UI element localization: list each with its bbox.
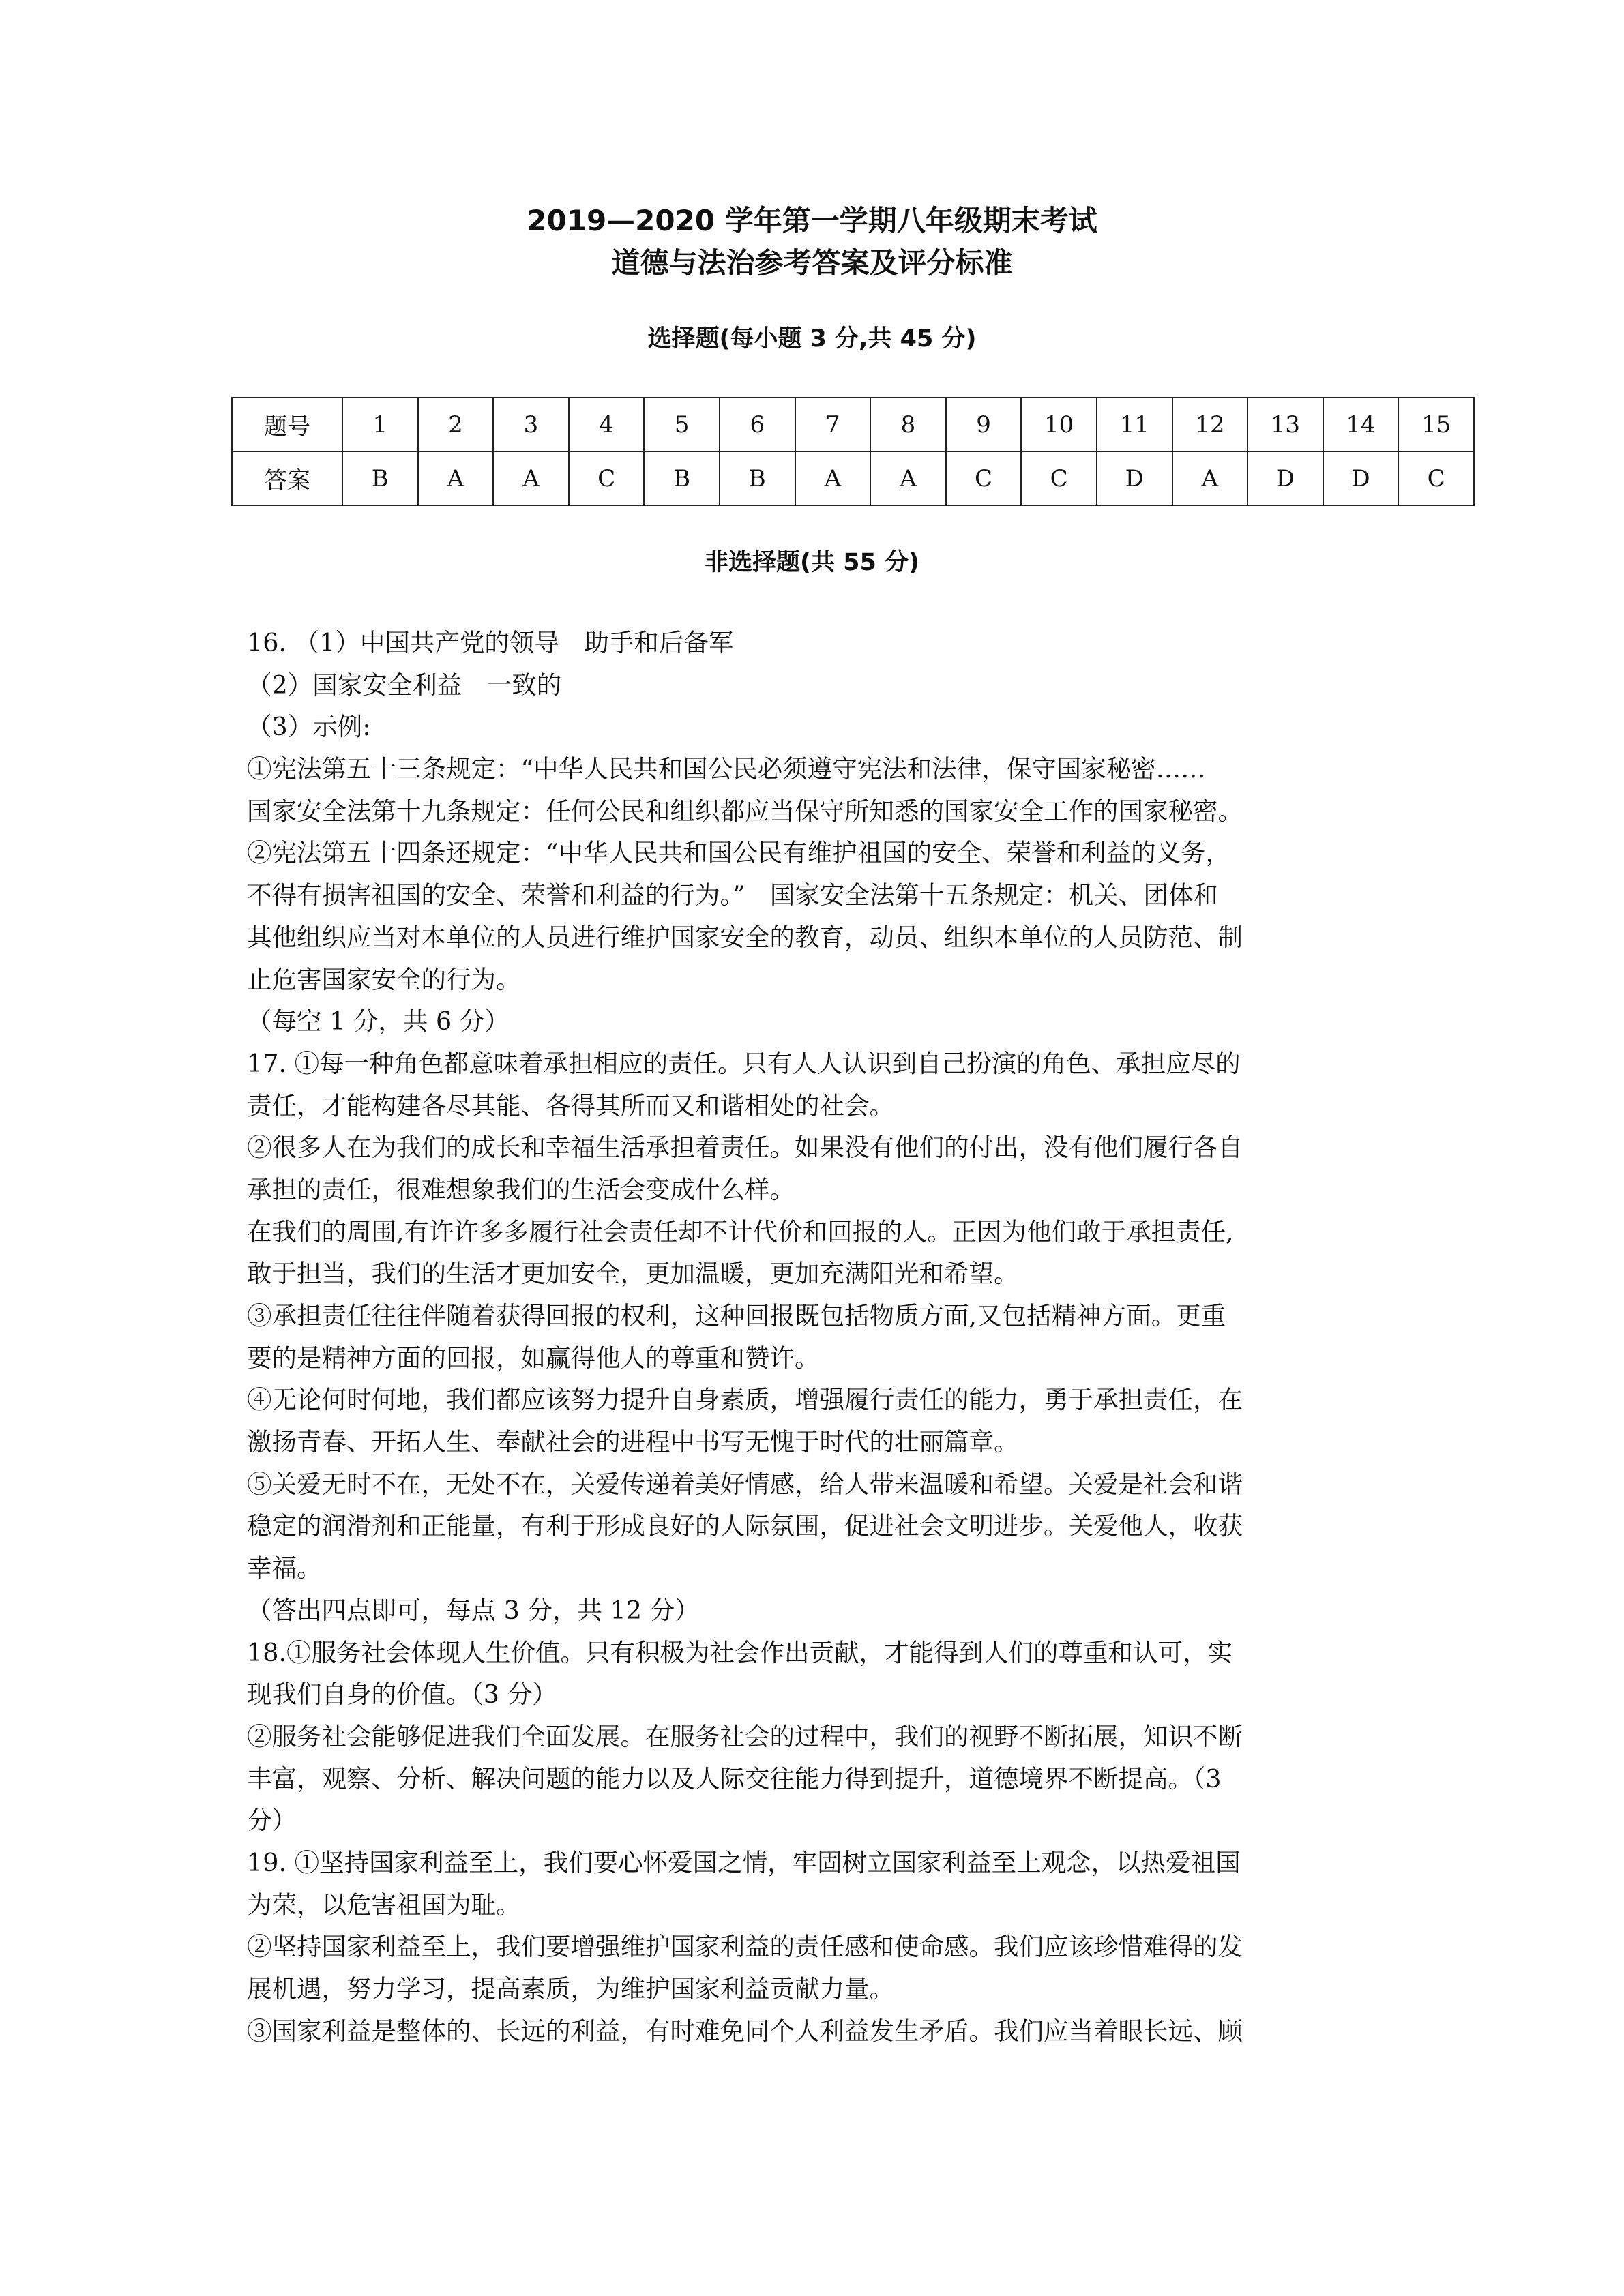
answer-cell: A — [870, 451, 946, 505]
answer-line: ①宪法第五十三条规定：“中华人民共和国公民必须遵守宪法和法律，保守国家秘密…… — [247, 754, 1206, 784]
answer-row — [232, 451, 1474, 505]
answer-line: 要的是精神方面的回报，如赢得他人的尊重和赞许。 — [247, 1343, 820, 1373]
question-number-cell: 9 — [946, 398, 1022, 451]
answer-line: 分） — [247, 1806, 297, 1836]
question-number-cell: 3 — [493, 398, 569, 451]
answer-line: ③国家利益是整体的、长远的利益，有时难免同个人利益发生矛盾。我们应当着眼长远、顾 — [247, 2016, 1243, 2046]
answer-cell: C — [1398, 451, 1474, 505]
answer-line: 19. ①坚持国家利益至上，我们要心怀爱国之情，牢固树立国家利益至上观念，以热爱祖国 — [247, 1847, 1241, 1877]
answer-line: 现我们自身的价值。（3 分） — [247, 1680, 557, 1710]
answer-line: 丰富，观察、分析、解决问题的能力以及人际交往能力得到提升，道德境界不断提高。（3 — [247, 1763, 1222, 1793]
answer-cell: B — [342, 451, 418, 505]
answer-table — [231, 397, 1475, 506]
answer-line: （每空 1 分，共 6 分） — [247, 1007, 510, 1037]
answer-line: 在我们的周围,有许许多多履行社会责任却不计代价和回报的人。正因为他们敢于承担责任, — [247, 1217, 1234, 1247]
answer-line: 止危害国家安全的行为。 — [247, 964, 521, 994]
answer-line: （3）示例: — [247, 712, 371, 742]
answer-line: 幸福。 — [247, 1553, 322, 1583]
answer-line: ②很多人在为我们的成长和幸福生活承担着责任。如果没有他们的付出，没有他们履行各自 — [247, 1133, 1243, 1163]
answer-cell: D — [1247, 451, 1323, 505]
question-number-cell: 4 — [569, 398, 645, 451]
question-number-cell: 5 — [644, 398, 720, 451]
multiple-choice-heading: 选择题(每小题 3 分,共 45 分) — [647, 325, 977, 353]
answer-line: ②服务社会能够促进我们全面发展。在服务社会的过程中，我们的视野不断拓展，知识不断 — [247, 1721, 1243, 1751]
answer-cell: C — [1021, 451, 1097, 505]
answer-line: ②坚持国家利益至上，我们要增强维护国家利益的责任感和使命感。我们应该珍惜难得的发 — [247, 1932, 1243, 1962]
question-number-cell: 1 — [342, 398, 418, 451]
answer-line: 国家安全法第十九条规定：任何公民和组织都应当保守所知悉的国家安全工作的国家秘密。 — [247, 796, 1243, 826]
question-number-cell: 11 — [1097, 398, 1172, 451]
answer-line: （答出四点即可，每点 3 分，共 12 分） — [247, 1595, 700, 1625]
answer-line: 展机遇，努力学习，提高素质，为维护国家利益贡献力量。 — [247, 1974, 894, 2003]
answer-line: 为荣，以危害祖国为耻。 — [247, 1890, 521, 1920]
question-number-cell: 7 — [795, 398, 871, 451]
answer-cell: B — [644, 451, 720, 505]
answer-line: 不得有损害祖国的安全、荣誉和利益的行为。” 国家安全法第十五条规定：机关、团体和 — [247, 880, 1218, 910]
answer-line: 其他组织应当对本单位的人员进行维护国家安全的教育，动员、组织本单位的人员防范、制 — [247, 922, 1243, 952]
answer-cell: D — [1323, 451, 1399, 505]
answer-line: ⑤关爱无时不在，无处不在，关爱传递着美好情感，给人带来温暖和希望。关爱是社会和谐 — [247, 1469, 1243, 1499]
answer-body — [247, 622, 1379, 2052]
question-number-cell: 10 — [1021, 398, 1097, 451]
question-number-cell: 8 — [870, 398, 946, 451]
answer-line: 16. （1）中国共产党的领导 助手和后备军 — [247, 628, 734, 657]
answer-cell: B — [720, 451, 795, 505]
question-number-cell: 12 — [1172, 398, 1248, 451]
answer-cell: A — [1172, 451, 1248, 505]
answer-line: ④无论何时何地，我们都应该努力提升自身素质，增强履行责任的能力，勇于承担责任，在 — [247, 1385, 1243, 1415]
exam-title: 2019—2020 学年第一学期八年级期末考试 — [527, 204, 1097, 237]
answer-line: ②宪法第五十四条还规定：“中华人民共和国公民有维护祖国的安全、荣誉和利益的义务， — [247, 838, 1231, 868]
non-multiple-choice-heading: 非选择题(共 55 分) — [704, 549, 920, 576]
row-label-answer: 答案 — [232, 451, 342, 505]
answer-cell: A — [795, 451, 871, 505]
question-number-row — [232, 398, 1474, 451]
answer-line: 17. ①每一种角色都意味着承担相应的责任。只有人人认识到自己扮演的角色、承担应尽的 — [247, 1048, 1241, 1078]
answer-cell: C — [569, 451, 645, 505]
question-number-cell: 15 — [1398, 398, 1474, 451]
row-label-question-number: 题号 — [232, 398, 342, 451]
answer-line: ③承担责任往往伴随着获得回报的权利，这种回报既包括物质方面,又包括精神方面。更重 — [247, 1301, 1226, 1330]
question-number-cell: 14 — [1323, 398, 1399, 451]
question-number-cell: 2 — [418, 398, 494, 451]
answer-line: 敢于担当，我们的生活才更加安全，更加温暖，更加充满阳光和希望。 — [247, 1259, 1019, 1289]
answer-line: 激扬青春、开拓人生、奉献社会的进程中书写无愧于时代的壮丽篇章。 — [247, 1427, 1019, 1457]
answer-line: 稳定的润滑剂和正能量，有利于形成良好的人际氛围，促进社会文明进步。关爱他人，收获 — [247, 1511, 1243, 1541]
answer-cell: D — [1097, 451, 1172, 505]
question-number-cell: 13 — [1247, 398, 1323, 451]
answer-line: 18.①服务社会体现人生价值。只有积极为社会作出贡献，才能得到人们的尊重和认可，实 — [247, 1637, 1233, 1667]
question-number-cell: 6 — [720, 398, 795, 451]
answer-line: 承担的责任，很难想象我们的生活会变成什么样。 — [247, 1174, 795, 1204]
answer-line: （2）国家安全利益 一致的 — [247, 670, 562, 700]
answer-cell: C — [946, 451, 1022, 505]
exam-subtitle: 道德与法治参考答案及评分标准 — [611, 246, 1013, 280]
answer-line: 责任，才能构建各尽其能、各得其所而又和谐相处的社会。 — [247, 1090, 894, 1120]
answer-cell: A — [418, 451, 494, 505]
answer-cell: A — [493, 451, 569, 505]
